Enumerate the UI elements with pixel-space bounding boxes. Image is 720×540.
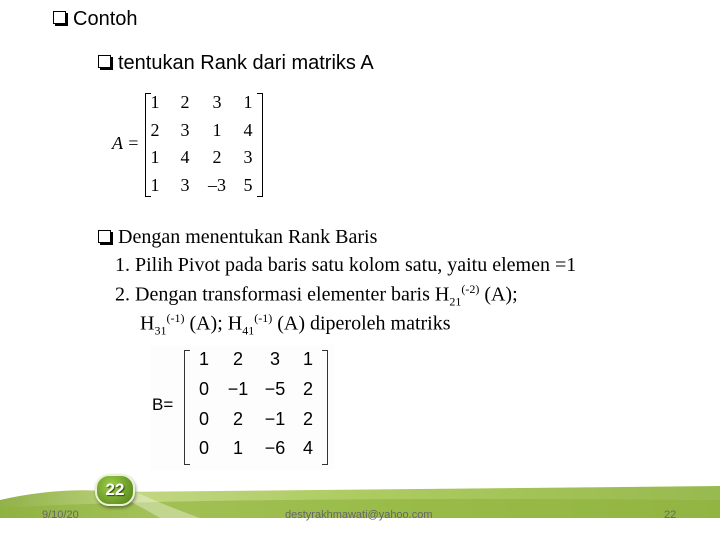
step3-mid: (A); H bbox=[184, 312, 243, 335]
matrix-cell: 2 bbox=[180, 92, 190, 112]
method-step-3 bbox=[140, 311, 451, 339]
step3-sup41: (-1) bbox=[254, 311, 273, 325]
matrix-cell: 3 bbox=[180, 120, 190, 140]
method-step-1: 1. Pilih Pivot pada baris satu kolom satu, yaitu elemen =1 bbox=[115, 254, 577, 276]
matrix-b-label: B= bbox=[152, 395, 174, 414]
step2-sup: (-2) bbox=[461, 282, 480, 296]
matrix-cell: 0 bbox=[198, 409, 209, 429]
heading bbox=[53, 8, 138, 31]
matrix-a bbox=[112, 90, 272, 198]
matrix-cell: 0 bbox=[198, 379, 209, 399]
matrix-cell: 5 bbox=[243, 175, 253, 195]
badge-number: 22 bbox=[105, 480, 125, 499]
footer-email: destyrakhmawati@yahoo.com bbox=[285, 509, 433, 521]
method-step-2 bbox=[115, 282, 518, 310]
matrix-b bbox=[150, 345, 335, 470]
matrix-cell: 4 bbox=[180, 147, 190, 167]
matrix-cell: –3 bbox=[208, 175, 226, 195]
step3-h: H bbox=[140, 312, 155, 335]
footer-page-number: 22 bbox=[664, 509, 677, 521]
method-title bbox=[98, 226, 377, 249]
step3-sub31: 31 bbox=[154, 323, 167, 338]
matrix-a-label: A = bbox=[112, 133, 140, 153]
matrix-cell: 4 bbox=[302, 438, 313, 458]
matrix-cell: 1 bbox=[302, 349, 313, 369]
matrix-cell: 2 bbox=[232, 409, 243, 429]
matrix-cell: −1 bbox=[227, 379, 249, 399]
matrix-cell: 1 bbox=[198, 349, 209, 369]
matrix-cell: 3 bbox=[180, 175, 190, 195]
slide-number-badge bbox=[95, 474, 135, 506]
matrix-cell: 0 bbox=[198, 438, 209, 458]
step2-suffix: (A); bbox=[479, 283, 518, 306]
matrix-cell: 2 bbox=[232, 349, 243, 369]
step3-end: (A) diperoleh matriks bbox=[272, 312, 451, 335]
matrix-cell: 2 bbox=[302, 379, 313, 399]
method-title-text: Dengan menentukan Rank Baris bbox=[118, 226, 378, 248]
matrix-cell: 1 bbox=[212, 120, 222, 140]
subheading-text: tentukan Rank dari matriks A bbox=[118, 52, 374, 74]
heading-text: Contoh bbox=[73, 8, 138, 30]
matrix-cell: 1 bbox=[232, 438, 243, 458]
step3-sup31: (-1) bbox=[166, 311, 185, 325]
checkbox-bullet-icon bbox=[98, 55, 111, 68]
checkbox-bullet-icon bbox=[98, 230, 111, 243]
footer-date: 9/10/20 bbox=[42, 509, 79, 521]
step2-text: 2. Dengan transformasi elementer baris H bbox=[115, 283, 450, 306]
subheading bbox=[98, 52, 374, 75]
checkbox-bullet-icon bbox=[53, 11, 66, 24]
matrix-cell: 1 bbox=[150, 175, 160, 195]
matrix-cell: 2 bbox=[150, 120, 160, 140]
matrix-cell: 2 bbox=[212, 147, 222, 167]
matrix-cell: 1 bbox=[150, 92, 160, 112]
matrix-cell: −5 bbox=[264, 379, 286, 399]
matrix-cell: 1 bbox=[150, 147, 160, 167]
matrix-cell: 4 bbox=[243, 120, 253, 140]
step3-sub41: 41 bbox=[242, 323, 255, 338]
step2-sub: 21 bbox=[449, 294, 462, 309]
matrix-cell: 3 bbox=[212, 92, 222, 112]
matrix-cell: 3 bbox=[243, 147, 253, 167]
matrix-cell: 3 bbox=[269, 349, 280, 369]
matrix-cell: 1 bbox=[243, 92, 253, 112]
matrix-cell: −1 bbox=[264, 409, 286, 429]
matrix-cell: −6 bbox=[264, 438, 286, 458]
matrix-cell: 2 bbox=[302, 409, 313, 429]
